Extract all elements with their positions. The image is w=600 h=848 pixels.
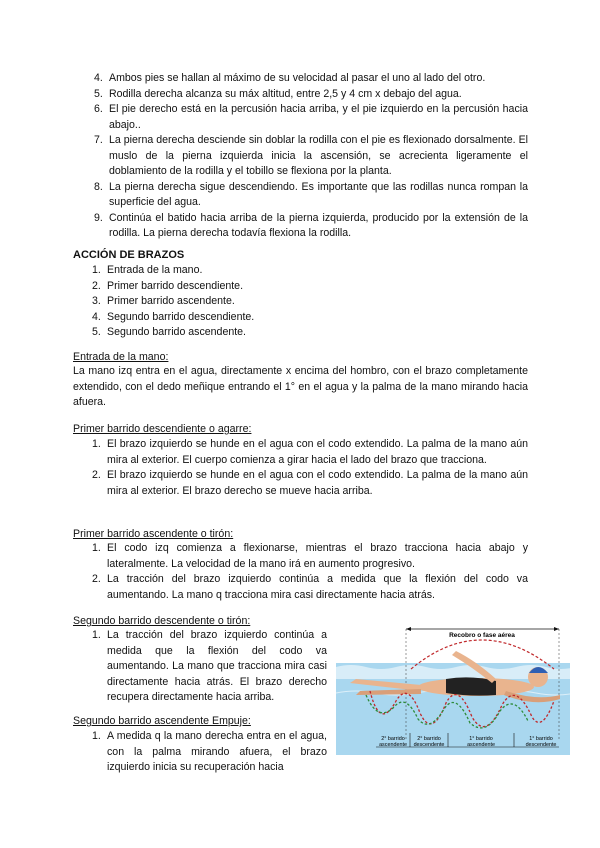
item-text: Primer barrido descendiente. — [107, 279, 244, 292]
item-text: El brazo izquierdo se hunde en el agua con el codo extendido. La palma de la mano aún mira al exterior. El brazo derecho se mueve hacia arriba. — [107, 469, 528, 497]
phase-label-line1: 2° barrido — [381, 736, 405, 742]
item-number: 8. — [94, 180, 103, 193]
list-item — [75, 133, 528, 180]
second-up-subtitle: Segundo barrido ascendente Empuje: — [73, 715, 251, 727]
item-number: 7. — [94, 134, 103, 146]
item-number: 1. — [92, 629, 101, 641]
second-down-subtitle: Segundo barrido descendente o tirón: — [73, 615, 251, 627]
item-number: 1. — [92, 542, 101, 554]
item-number: 1. — [92, 730, 101, 742]
phase-label-line1: 1° barrido — [529, 736, 553, 742]
list-item — [75, 71, 528, 87]
entry-subtitle: Entrada de la mano: — [73, 351, 169, 363]
item-text: La tracción del brazo izquierdo continúa a medida que la flexión del codo va aumentando. La mano q tracciona mira casi directamente hacia atrás. — [107, 573, 528, 601]
phase-label-line2: descendente — [413, 742, 445, 748]
item-text: Entrada de la mano. — [107, 264, 203, 276]
arms-action-list — [73, 263, 473, 341]
stroke-diagram-svg — [336, 621, 570, 755]
phase-label-line1: 1° barrido — [469, 736, 493, 742]
list-item — [73, 294, 473, 310]
list-item — [73, 325, 473, 341]
phase-label-line2: ascendente — [379, 742, 407, 748]
item-number: 9. — [94, 211, 103, 224]
second-up-list — [73, 729, 327, 776]
recovery-label: Recobro o fase aérea — [449, 632, 515, 639]
bracket-arrow-left — [406, 627, 411, 631]
item-text: A medida q la mano derecha entra en el agua, con la palma mirando afuera, el brazo izquierdo inicia su recuperación hacia — [107, 730, 327, 773]
item-number: 1. — [92, 438, 101, 450]
first-up-subtitle: Primer barrido ascendente o tirón: — [73, 528, 234, 540]
item-number: 4. — [94, 72, 103, 84]
list-item — [73, 628, 327, 706]
list-item — [73, 729, 327, 776]
phase-label-line1: 2° barrido — [417, 736, 441, 742]
entry-paragraph: La mano izq entra en el agua, directamente x encima del hombro, con el brazo completamente extendido, con el dedo meñique entrando el 1° en el agua y la palma de la mano mirando hacia afuera. — [73, 365, 528, 408]
item-number: 5. — [94, 87, 103, 100]
bracket-arrow-right — [554, 627, 559, 631]
item-text: Continúa el batido hacia arriba de la pierna izquierda, producido por la extensión de la rodilla. La pierna derecha todavía flexiona la rodilla. — [109, 211, 528, 239]
list-item — [73, 310, 473, 326]
phase-label-line2: ascendente — [467, 742, 495, 748]
item-text: Segundo barrido descendiente. — [107, 310, 255, 323]
swimming-stroke-figure — [336, 621, 570, 755]
item-number: 3. — [92, 295, 101, 307]
list-item — [73, 468, 528, 499]
list-item — [75, 87, 528, 103]
first-down-list — [73, 437, 528, 499]
item-number: 1. — [92, 264, 101, 276]
list-item — [73, 279, 473, 295]
item-number: 6. — [94, 103, 103, 115]
list-item — [73, 572, 528, 603]
item-text: La pierna derecha sigue descendiendo. Es importante que las rodillas nunca rompan la superficie del agua. — [109, 180, 528, 208]
arms-heading: ACCIÓN DE BRAZOS — [73, 249, 185, 261]
item-number: 5. — [92, 326, 101, 338]
second-down-list — [73, 628, 327, 706]
item-text: El pie derecho está en la percusión hacia arriba, y el pie izquierdo en la percusión hacia abajo.. — [109, 103, 528, 131]
item-number: 2. — [92, 469, 101, 481]
item-number: 2. — [92, 573, 101, 585]
list-item — [75, 211, 528, 242]
item-text: Segundo barrido ascendente. — [107, 326, 247, 338]
list-item — [73, 541, 528, 572]
list-item — [73, 437, 528, 468]
item-text: La tracción del brazo izquierdo continúa a medida que la flexión del codo va aumentando. La mano que tracciona mira casi directamente hacia atrás. El brazo derecho recupera directamente hacia arriba. — [107, 629, 327, 703]
leg-action-list — [75, 71, 528, 242]
list-item — [75, 180, 528, 211]
phase-label-line2: descendente — [525, 742, 557, 748]
first-down-subtitle: Primer barrido descendiente o agarre: — [73, 423, 252, 435]
item-text: Primer barrido ascendente. — [107, 295, 235, 307]
item-text: El brazo izquierdo se hunde en el agua con el codo extendido. La palma de la mano aún mira al exterior. El cuerpo comienza a girar hacia el lado del brazo que tracciona. — [107, 438, 528, 466]
item-text: La pierna derecha desciende sin doblar la rodilla con el pie es flexionado dorsalmente. El muslo de la pierna izquierda inicia la ascensión, se acrecienta ligeramente el doblamiento de la rodilla y el tobillo se flexiona por la planta. — [109, 134, 528, 177]
list-item — [73, 263, 473, 279]
list-item — [75, 102, 528, 133]
item-number: 2. — [92, 279, 101, 292]
item-text: Ambos pies se hallan al máximo de su velocidad al pasar el uno al lado del otro. — [109, 72, 486, 84]
item-number: 4. — [92, 310, 101, 323]
first-up-list — [73, 541, 528, 603]
item-text: Rodilla derecha alcanza su máx altitud, entre 2,5 y 4 cm x debajo del agua. — [109, 87, 462, 100]
item-text: El codo izq comienza a flexionarse, mientras el brazo tracciona hacia abajo y lateralmente. La velocidad de la mano irá en aumento progresivo. — [107, 542, 528, 570]
